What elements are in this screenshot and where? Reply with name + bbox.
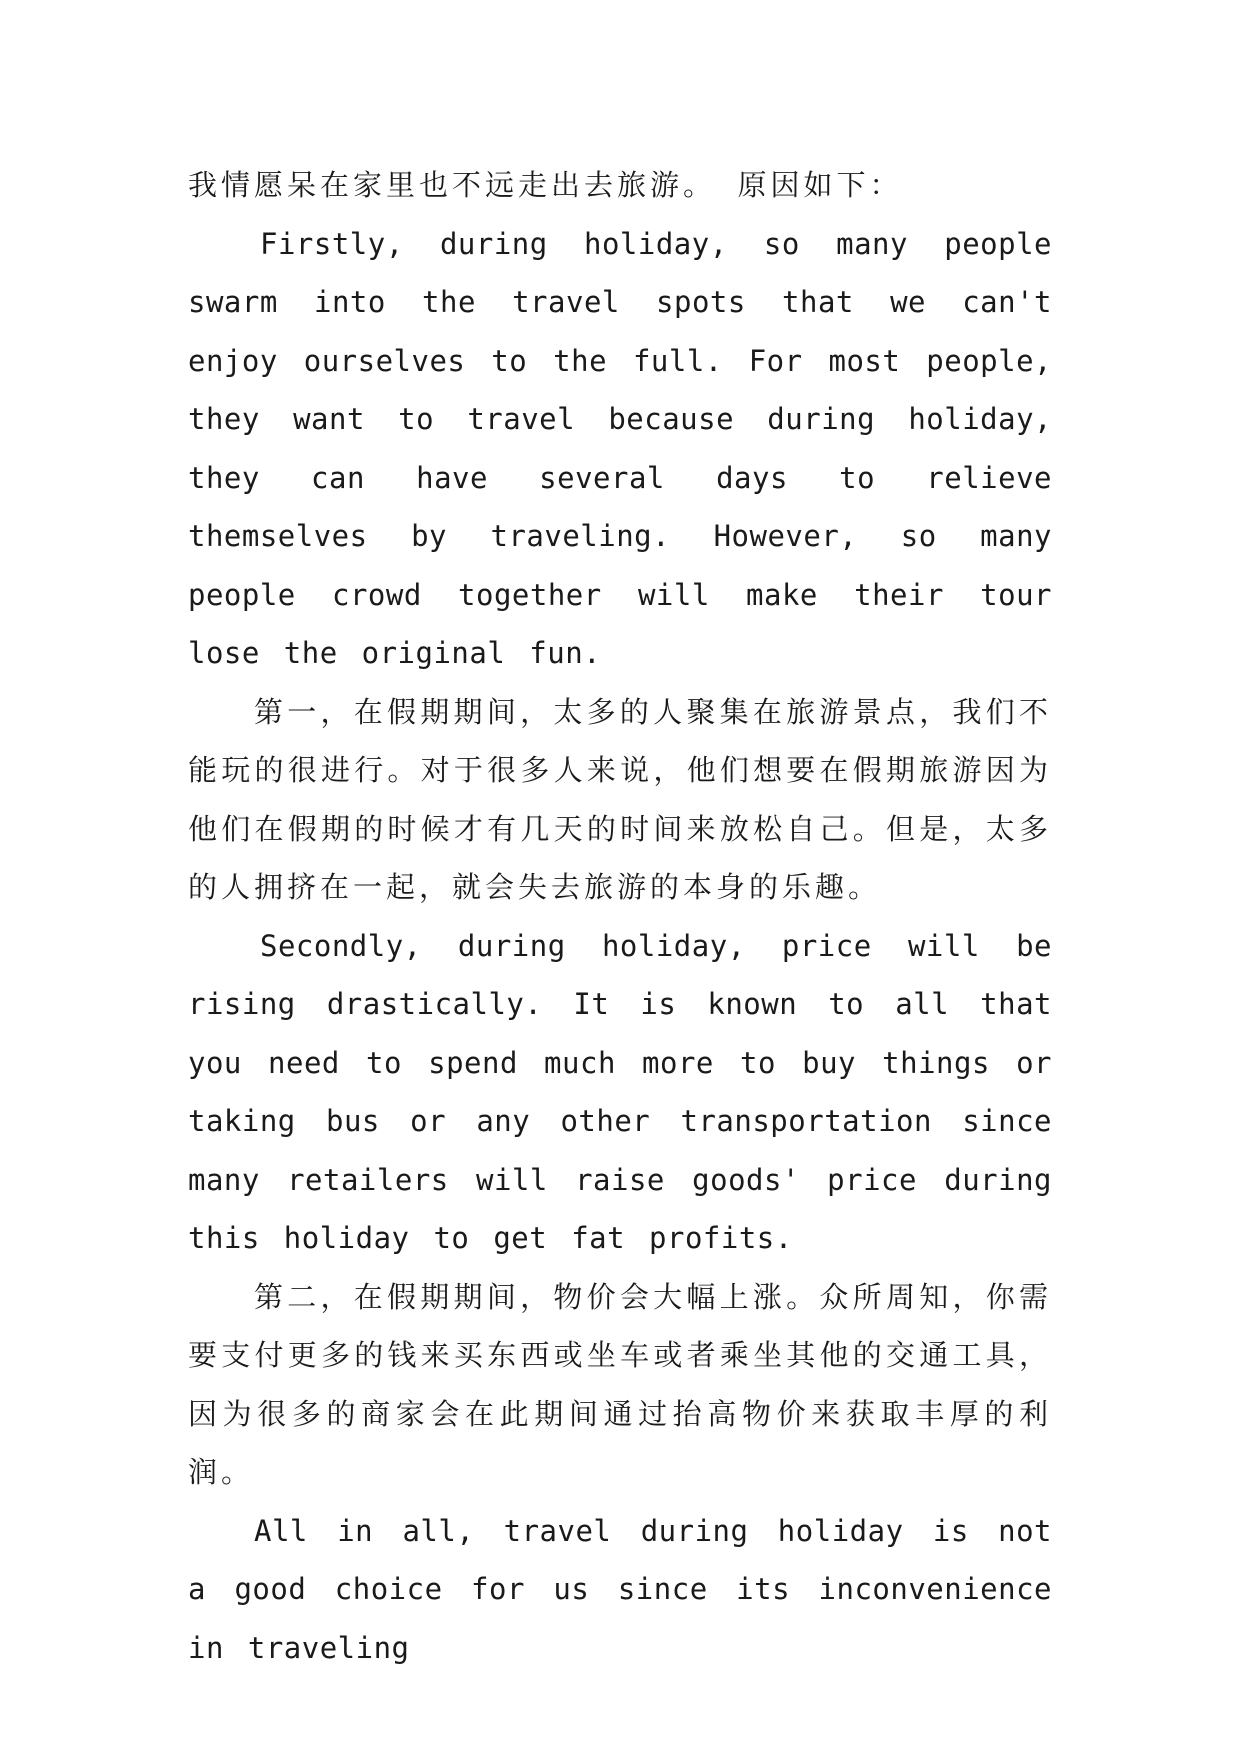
paragraph-secondly-en: Secondly, during holiday, price will be rising drastically. It is known to all that you need to spend much more to buy things or taking bus or any other transportation since many retailers will raise goods' price during this holiday to get fat profits.: [188, 928, 1052, 1255]
paragraph-conclusion-en: All in all, travel during holiday is not a good choice for us since its inconvenience in traveling: [188, 1513, 1052, 1665]
paragraph-intro-zh: 我情愿呆在家里也不远走出去旅游。 原因如下：: [188, 168, 903, 202]
paragraph-secondly-zh: 第二，在假期期间，物价会大幅上涨。众所周知，你需要支付更多的钱来买东西或坐车或者乘坐其他的交通工具，因为很多的商家会在此期间通过抬高物价来获取丰厚的利润。: [188, 1279, 1052, 1489]
paragraph-firstly-en: Firstly, during holiday, so many people swarm into the travel spots that we can't enjoy ourselves to the full. For most people, they want to travel because during holiday, they can have several days to relieve themselves by traveling. However, so many people crowd together will make their tour lose the original fun.: [188, 226, 1052, 670]
paragraph-firstly-zh: 第一，在假期期间，太多的人聚集在旅游景点，我们不能玩的很进行。对于很多人来说，他们想要在假期旅游因为他们在假期的时候才有几天的时间来放松自己。但是，太多的人拥挤在一起，就会失去旅游的本身的乐趣。: [188, 694, 1052, 904]
document-page: [188, 156, 1052, 1677]
